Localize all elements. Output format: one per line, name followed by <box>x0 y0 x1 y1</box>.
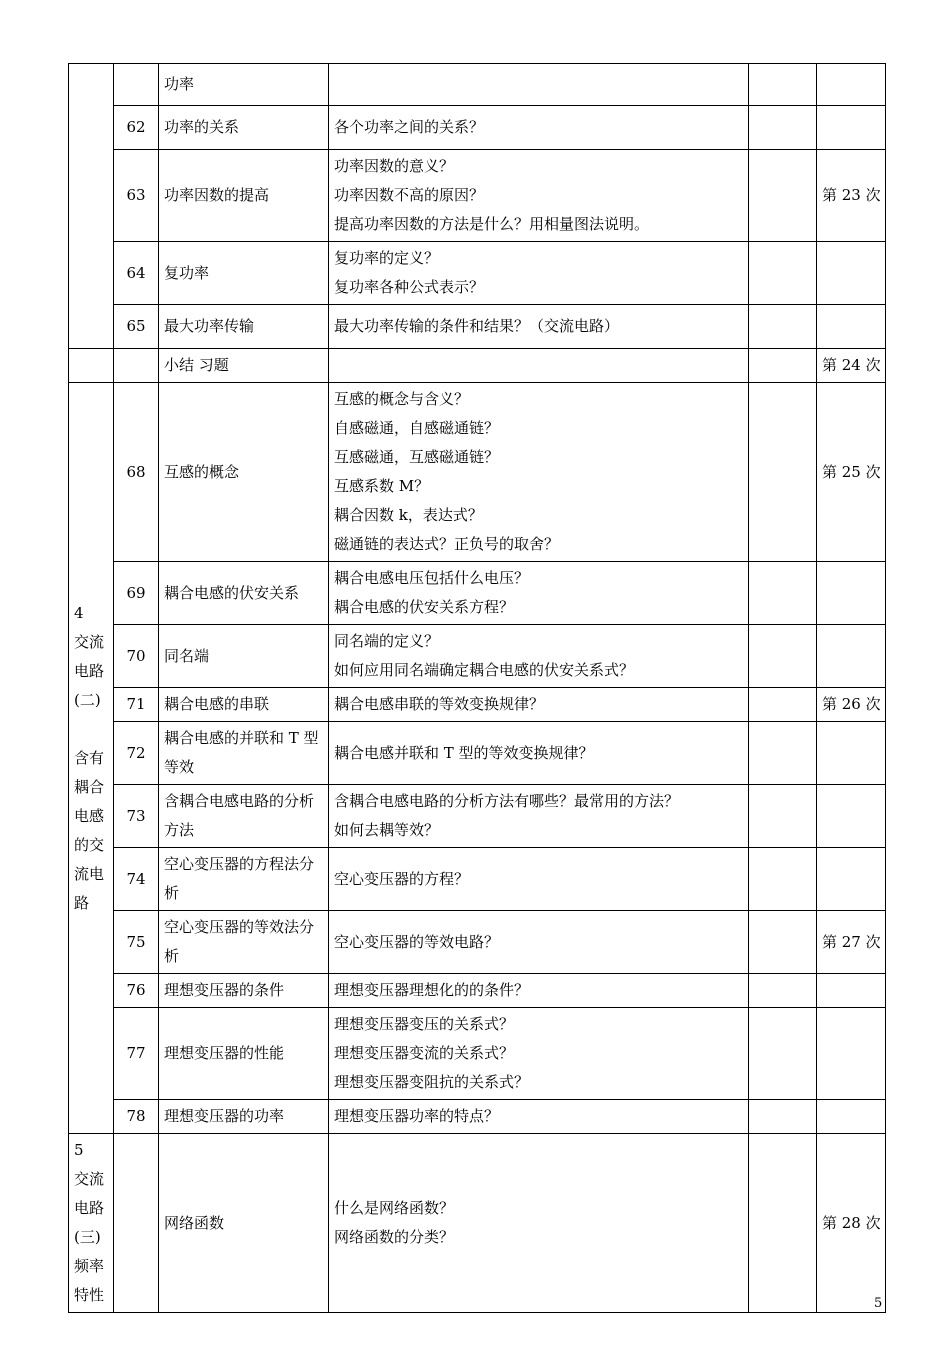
unit-label-line: 路 <box>74 893 90 912</box>
topic-cell: 网络函数 <box>159 1134 329 1313</box>
blank-cell <box>749 848 817 911</box>
questions-cell <box>329 1008 749 1100</box>
blank-cell <box>749 625 817 688</box>
question-line: 含耦合电感电路的分析方法有哪些？最常用的方法？ <box>334 792 680 810</box>
session-cell: 第 23 次 <box>817 150 886 242</box>
topic-cell: 理想变压器的条件 <box>159 974 329 1008</box>
questions-cell <box>329 305 749 349</box>
table-row <box>69 349 886 383</box>
question-line: 最大功率传输的条件和结果？（交流电路） <box>334 317 620 335</box>
question-line: 如何应用同名端确定耦合电感的伏安关系式？ <box>334 661 635 679</box>
unit-spacer <box>74 715 108 744</box>
topic-cell: 耦合电感的并联和 T 型等效 <box>159 722 329 785</box>
unit-label-line: 含有 <box>74 748 105 767</box>
session-cell <box>817 848 886 911</box>
topic-cell: 功率因数的提高 <box>159 150 329 242</box>
item-number: 69 <box>114 562 159 625</box>
question-line: 功率因数的意义？ <box>334 157 455 175</box>
question-line: 互感磁通，互感磁通链？ <box>334 448 500 466</box>
questions-cell <box>329 911 749 974</box>
item-number: 76 <box>114 974 159 1008</box>
question-line: 空心变压器的等效电路？ <box>334 932 500 951</box>
table-row <box>69 974 886 1008</box>
question-line: 理想变压器变阻抗的关系式？ <box>334 1073 530 1091</box>
blank-cell <box>749 64 817 106</box>
questions-cell <box>329 64 749 106</box>
question-line: 网络函数的分类？ <box>334 1228 455 1246</box>
questions-cell <box>329 974 749 1008</box>
blank-cell <box>749 1100 817 1134</box>
blank-cell <box>749 785 817 848</box>
unit-cell-empty <box>69 349 114 383</box>
session-cell: 第 25 次 <box>817 383 886 562</box>
question-line: 自感磁通，自感磁通链？ <box>334 419 500 437</box>
questions-cell <box>329 383 749 562</box>
topic-cell: 耦合电感的伏安关系 <box>159 562 329 625</box>
unit-label-line: 交流 <box>74 1170 105 1188</box>
item-number <box>114 349 159 383</box>
session-cell <box>817 625 886 688</box>
topic-cell: 小结 习题 <box>159 349 329 383</box>
session-cell <box>817 562 886 625</box>
topic-cell: 含耦合电感电路的分析方法 <box>159 785 329 848</box>
table-row <box>69 625 886 688</box>
question-line: 复功率的定义？ <box>334 249 440 267</box>
session-cell: 第 26 次 <box>817 688 886 722</box>
question-line: 耦合电感电压包括什么电压？ <box>334 569 530 587</box>
unit-label-line: 流电 <box>74 864 105 883</box>
unit-label-line: 5 <box>74 1141 84 1159</box>
blank-cell <box>749 911 817 974</box>
table-row <box>69 911 886 974</box>
item-number: 70 <box>114 625 159 688</box>
blank-cell <box>749 383 817 562</box>
questions-cell <box>329 1100 749 1134</box>
blank-cell <box>749 562 817 625</box>
unit-label-line: (三) <box>74 1228 101 1246</box>
topic-cell: 耦合电感的串联 <box>159 688 329 722</box>
question-line: 耦合电感并联和 T 型的等效变换规律？ <box>334 743 594 762</box>
blank-cell <box>749 242 817 305</box>
question-line: 提高功率因数的方法是什么？用相量图法说明。 <box>334 215 650 233</box>
question-line: 理想变压器功率的特点？ <box>334 1107 500 1125</box>
topic-cell: 空心变压器的方程法分析 <box>159 848 329 911</box>
item-number <box>114 64 159 106</box>
topic-cell: 最大功率传输 <box>159 305 329 349</box>
unit-label-line: 频率 <box>74 1257 105 1275</box>
item-number: 74 <box>114 848 159 911</box>
questions-cell <box>329 688 749 722</box>
table-row <box>69 848 886 911</box>
topic-cell: 理想变压器的性能 <box>159 1008 329 1100</box>
unit-label-line: 的交 <box>74 835 105 854</box>
table-row <box>69 1008 886 1100</box>
topic-cell: 理想变压器的功率 <box>159 1100 329 1134</box>
questions-cell <box>329 106 749 150</box>
item-number: 63 <box>114 150 159 242</box>
table-row <box>69 106 886 150</box>
item-number <box>114 1134 159 1313</box>
question-line: 空心变压器的方程？ <box>334 869 470 888</box>
unit-label-line: 电路 <box>74 661 105 680</box>
question-line: 理想变压器变流的关系式？ <box>334 1044 515 1062</box>
table-row <box>69 64 886 106</box>
item-number: 72 <box>114 722 159 785</box>
unit-label-line: 电感 <box>74 806 105 825</box>
session-cell <box>817 974 886 1008</box>
table-row <box>69 1134 886 1313</box>
question-line: 各个功率之间的关系？ <box>334 118 485 136</box>
session-cell <box>817 1008 886 1100</box>
syllabus-table <box>68 63 886 1313</box>
unit-label-line: 交流 <box>74 632 105 651</box>
table-row <box>69 383 886 562</box>
question-line: 耦合电感串联的等效变换规律？ <box>334 695 545 713</box>
unit-cell <box>69 1134 114 1313</box>
session-cell <box>817 242 886 305</box>
blank-cell <box>749 1134 817 1313</box>
session-cell: 第 24 次 <box>817 349 886 383</box>
question-line: 理想变压器理想化的的条件？ <box>334 981 530 999</box>
question-line: 磁通链的表达式？正负号的取舍？ <box>334 535 560 553</box>
item-number: 73 <box>114 785 159 848</box>
unit-cell-empty <box>69 64 114 349</box>
questions-cell <box>329 349 749 383</box>
table-row <box>69 722 886 785</box>
session-cell: 第 27 次 <box>817 911 886 974</box>
table-row <box>69 1100 886 1134</box>
question-line: 同名端的定义？ <box>334 632 440 650</box>
question-line: 什么是网络函数？ <box>334 1199 455 1217</box>
item-number: 68 <box>114 383 159 562</box>
item-number: 64 <box>114 242 159 305</box>
unit-label-line: 电路 <box>74 1199 105 1217</box>
item-number: 75 <box>114 911 159 974</box>
unit-label-line: 耦合 <box>74 777 105 796</box>
questions-cell <box>329 1134 749 1313</box>
blank-cell <box>749 349 817 383</box>
questions-cell <box>329 848 749 911</box>
blank-cell <box>749 106 817 150</box>
questions-cell <box>329 150 749 242</box>
item-number: 71 <box>114 688 159 722</box>
questions-cell <box>329 562 749 625</box>
question-line: 互感系数 M？ <box>334 477 430 495</box>
topic-cell: 功率的关系 <box>159 106 329 150</box>
table-row <box>69 785 886 848</box>
session-cell <box>817 106 886 150</box>
session-cell: 第 28 次 <box>817 1134 886 1313</box>
table-row <box>69 562 886 625</box>
topic-cell: 功率 <box>159 64 329 106</box>
item-number: 77 <box>114 1008 159 1100</box>
table-row <box>69 242 886 305</box>
session-cell <box>817 785 886 848</box>
questions-cell <box>329 722 749 785</box>
unit-label-line: 特性 <box>74 1286 105 1304</box>
question-line: 耦合电感的伏安关系方程？ <box>334 598 515 616</box>
blank-cell <box>749 150 817 242</box>
unit-cell <box>69 383 114 1134</box>
blank-cell <box>749 1008 817 1100</box>
unit-label-line: (二) <box>74 690 101 709</box>
item-number: 62 <box>114 106 159 150</box>
question-line: 如何去耦等效？ <box>334 821 440 839</box>
table-row <box>69 150 886 242</box>
item-number: 65 <box>114 305 159 349</box>
session-cell <box>817 1100 886 1134</box>
topic-cell: 同名端 <box>159 625 329 688</box>
page-number: 5 <box>874 1296 883 1311</box>
session-cell <box>817 305 886 349</box>
blank-cell <box>749 305 817 349</box>
questions-cell <box>329 785 749 848</box>
question-line: 互感的概念与含义？ <box>334 390 470 408</box>
session-cell <box>817 64 886 106</box>
question-line: 复功率各种公式表示？ <box>334 278 485 296</box>
topic-cell: 复功率 <box>159 242 329 305</box>
questions-cell <box>329 625 749 688</box>
blank-cell <box>749 722 817 785</box>
table-row <box>69 305 886 349</box>
item-number: 78 <box>114 1100 159 1134</box>
blank-cell <box>749 688 817 722</box>
question-line: 理想变压器变压的关系式？ <box>334 1015 515 1033</box>
table-row <box>69 688 886 722</box>
topic-cell: 空心变压器的等效法分析 <box>159 911 329 974</box>
blank-cell <box>749 974 817 1008</box>
question-line: 功率因数不高的原因？ <box>334 186 485 204</box>
questions-cell <box>329 242 749 305</box>
question-line: 耦合因数 k，表达式？ <box>334 506 483 524</box>
topic-cell: 互感的概念 <box>159 383 329 562</box>
session-cell <box>817 722 886 785</box>
unit-label-line: 4 <box>74 603 84 622</box>
